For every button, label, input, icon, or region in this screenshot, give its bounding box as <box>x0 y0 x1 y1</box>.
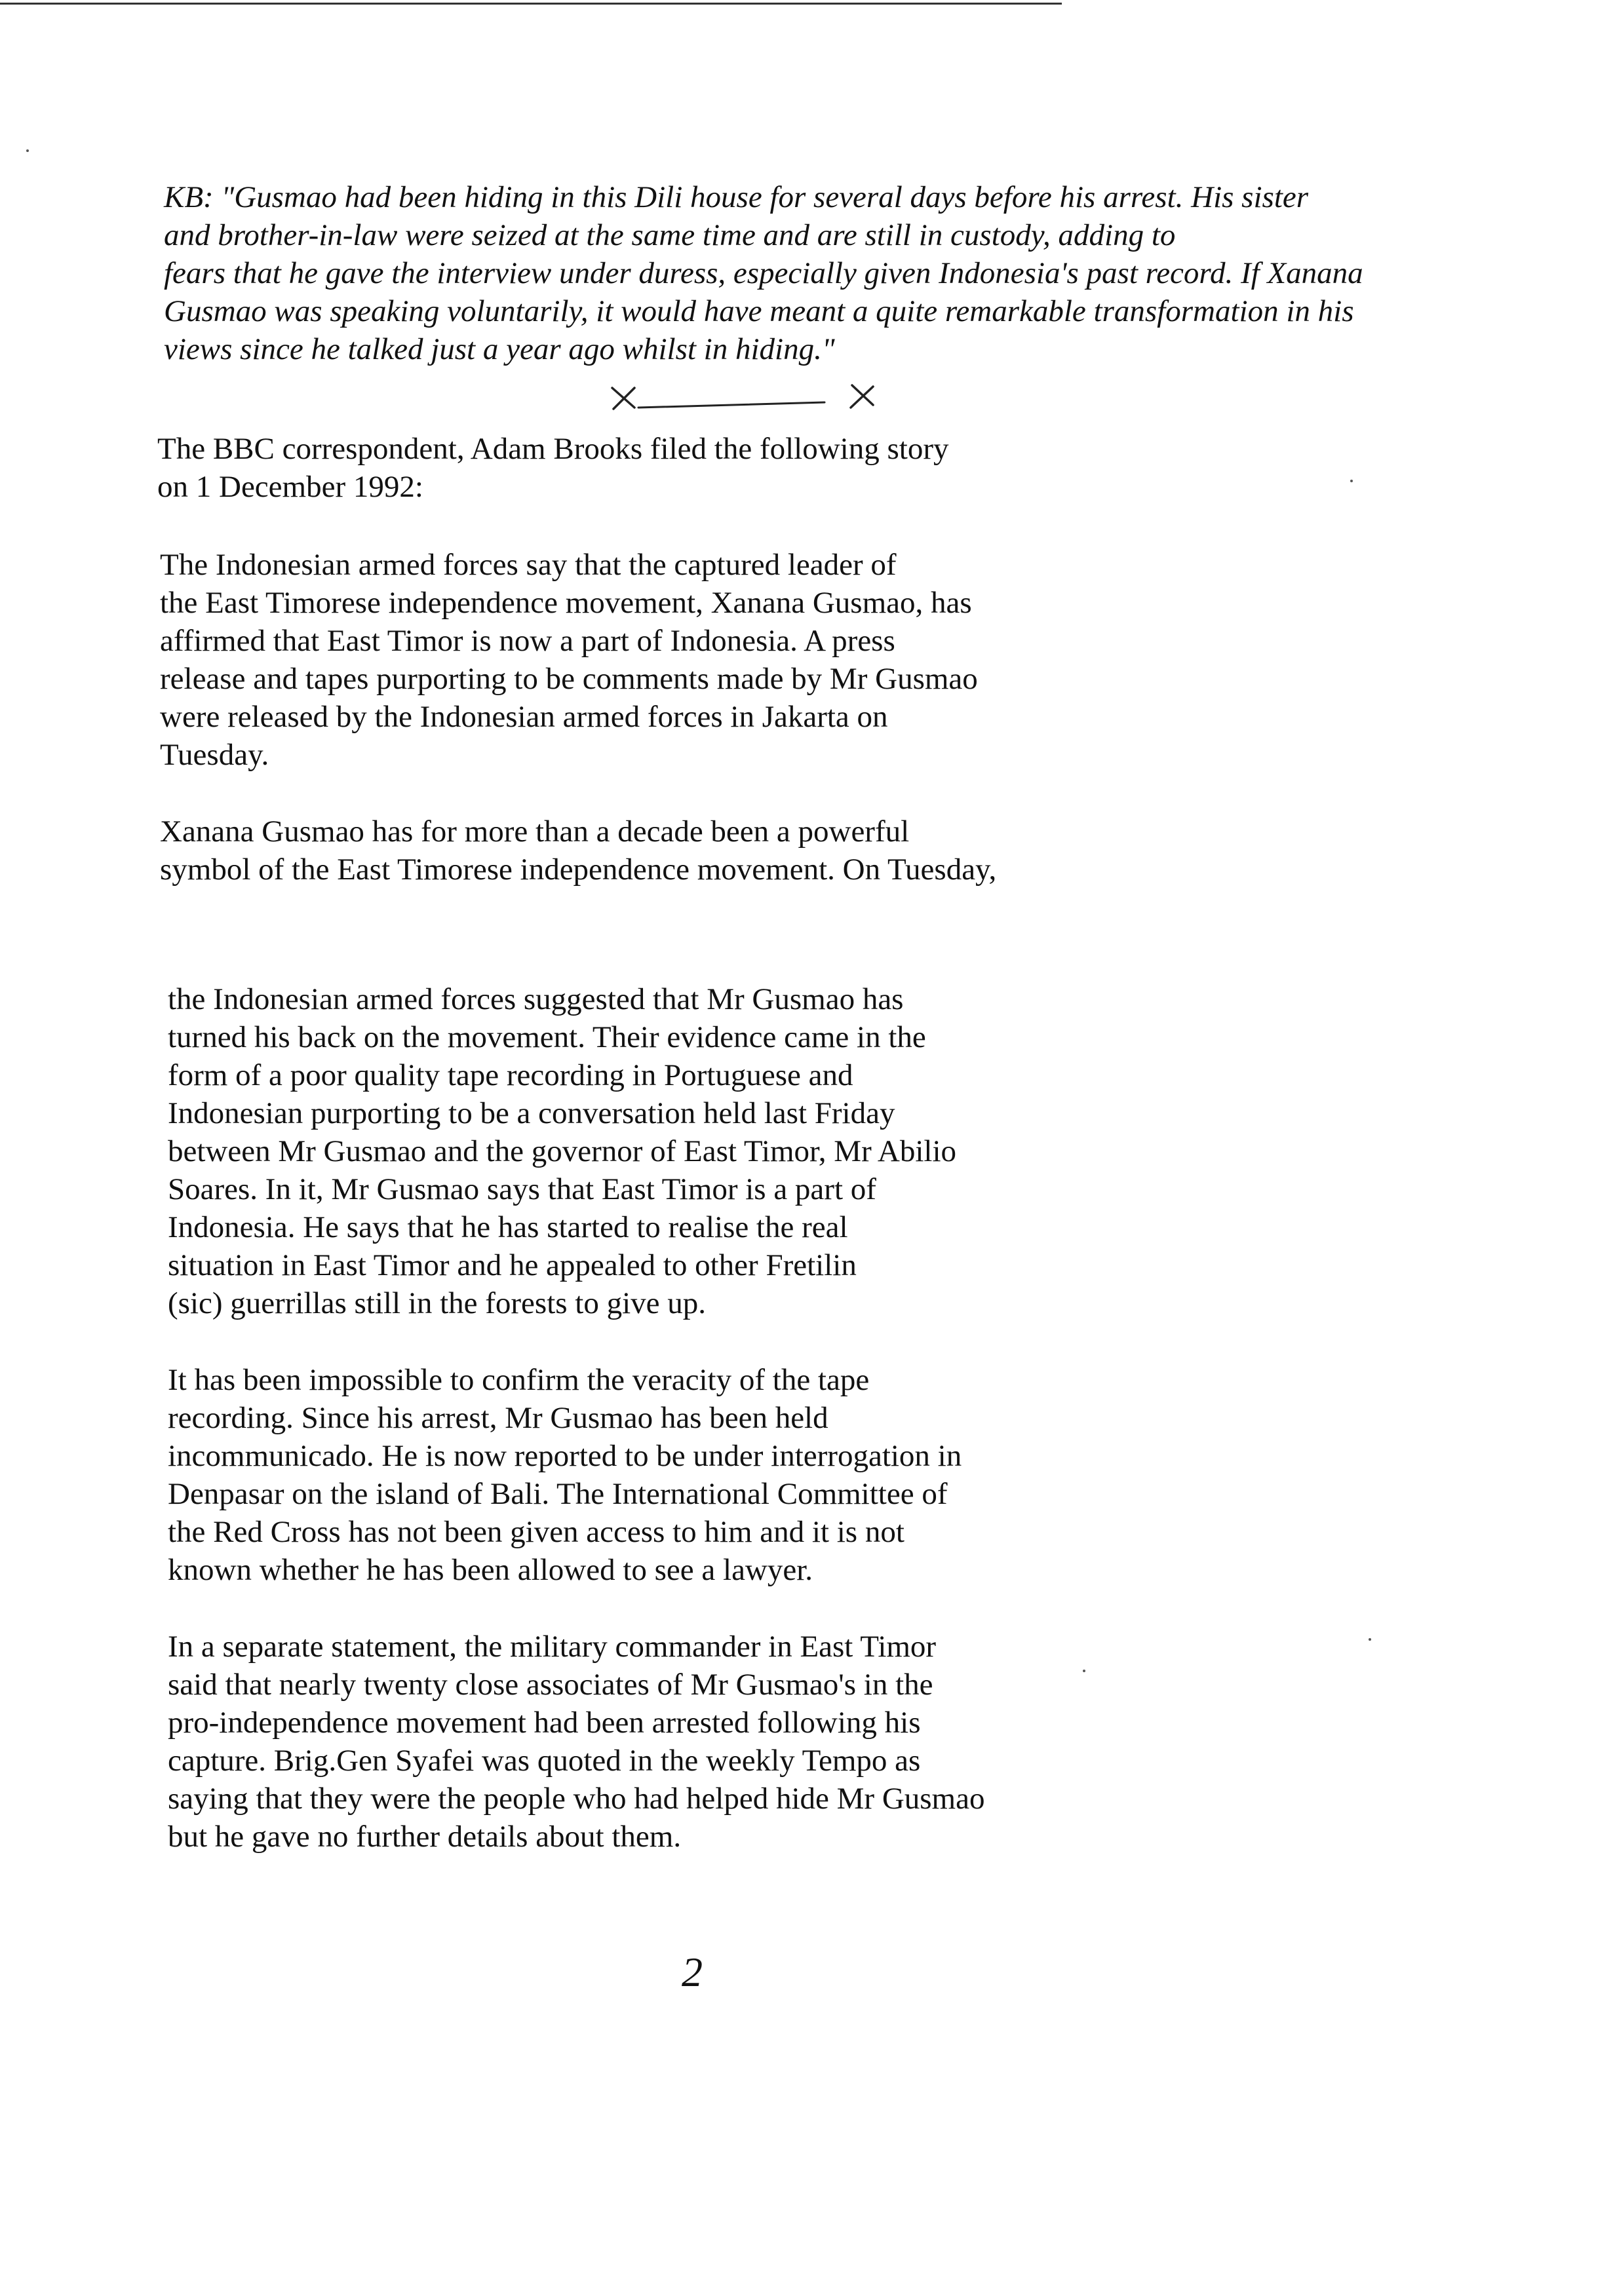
paragraph-1 <box>160 546 978 774</box>
scan-speck <box>1083 1670 1085 1672</box>
page-number: 2 <box>682 1949 703 1995</box>
paragraph-4 <box>168 1361 962 1589</box>
text-line: on 1 December 1992: <box>157 470 423 504</box>
text-line: form of a poor quality tape recording in Portuguese and <box>168 1058 853 1092</box>
text-line: Indonesian purporting to be a conversation held last Friday <box>168 1096 895 1130</box>
text-line: KB: "Gusmao had been hiding in this Dili house for several days before his arrest. His sister <box>164 180 1309 214</box>
text-line: but he gave no further details about them. <box>168 1820 682 1854</box>
text-line: The BBC correspondent, Adam Brooks filed the following story <box>157 432 949 466</box>
text-line: the Red Cross has not been given access to him and it is not <box>168 1515 905 1549</box>
text-line: Indonesia. He says that he has started to realise the real <box>168 1210 848 1244</box>
text-line: capture. Brig.Gen Syafei was quoted in the weekly Tempo as <box>168 1744 921 1778</box>
paragraph-5 <box>168 1628 984 1856</box>
text-line: situation in East Timor and he appealed to other Fretilin <box>168 1248 857 1282</box>
intro-sentence <box>157 430 948 506</box>
text-line: Denpasar on the island of Bali. The International Committee of <box>168 1477 948 1511</box>
scan-speck <box>1350 480 1353 482</box>
scan-speck <box>1369 1638 1371 1641</box>
text-line: said that nearly twenty close associates of Mr Gusmao's in the <box>168 1668 933 1702</box>
top-scan-rule <box>0 3 1062 5</box>
text-line: saying that they were the people who had helped hide Mr Gusmao <box>168 1782 985 1816</box>
text-line: Tuesday. <box>160 738 269 772</box>
handwritten-separator <box>608 379 884 418</box>
text-line: The Indonesian armed forces say that the captured leader of <box>160 548 897 582</box>
text-line: release and tapes purporting to be comments made by Mr Gusmao <box>160 662 978 696</box>
intro-quote <box>164 178 1363 368</box>
text-line: (sic) guerrillas still in the forests to give up. <box>168 1286 707 1320</box>
text-line: pro-independence movement had been arrested following his <box>168 1706 921 1740</box>
text-line: symbol of the East Timorese independence movement. On Tuesday, <box>160 852 997 887</box>
text-line: the Indonesian armed forces suggested that Mr Gusmao has <box>168 982 904 1016</box>
paragraph-2 <box>160 813 996 889</box>
text-line: affirmed that East Timor is now a part of Indonesia. A press <box>160 624 895 658</box>
text-line: and brother-in-law were seized at the same time and are still in custody, adding to <box>164 218 1176 252</box>
text-line: incommunicado. He is now reported to be under interrogation in <box>168 1439 962 1473</box>
text-line: It has been impossible to confirm the veracity of the tape <box>168 1363 870 1397</box>
text-line: were released by the Indonesian armed forces in Jakarta on <box>160 700 888 734</box>
text-line: known whether he has been allowed to see a lawyer. <box>168 1553 813 1587</box>
text-line: the East Timorese independence movement, Xanana Gusmao, has <box>160 586 972 620</box>
scan-speck <box>26 149 29 152</box>
text-line: recording. Since his arrest, Mr Gusmao has been held <box>168 1401 828 1435</box>
paragraph-3 <box>168 980 956 1322</box>
text-line: Gusmao was speaking voluntarily, it would have meant a quite remarkable transformation in his <box>164 294 1354 328</box>
text-line: turned his back on the movement. Their evidence came in the <box>168 1020 926 1054</box>
text-line: between Mr Gusmao and the governor of East Timor, Mr Abilio <box>168 1134 956 1168</box>
text-line: Xanana Gusmao has for more than a decade been a powerful <box>160 814 910 849</box>
text-line: In a separate statement, the military commander in East Timor <box>168 1630 937 1664</box>
text-line: fears that he gave the interview under duress, especially given Indonesia's past record. If Xanana <box>164 256 1363 290</box>
text-line: views since he talked just a year ago whilst in hiding." <box>164 332 835 366</box>
text-line: Soares. In it, Mr Gusmao says that East Timor is a part of <box>168 1172 876 1206</box>
